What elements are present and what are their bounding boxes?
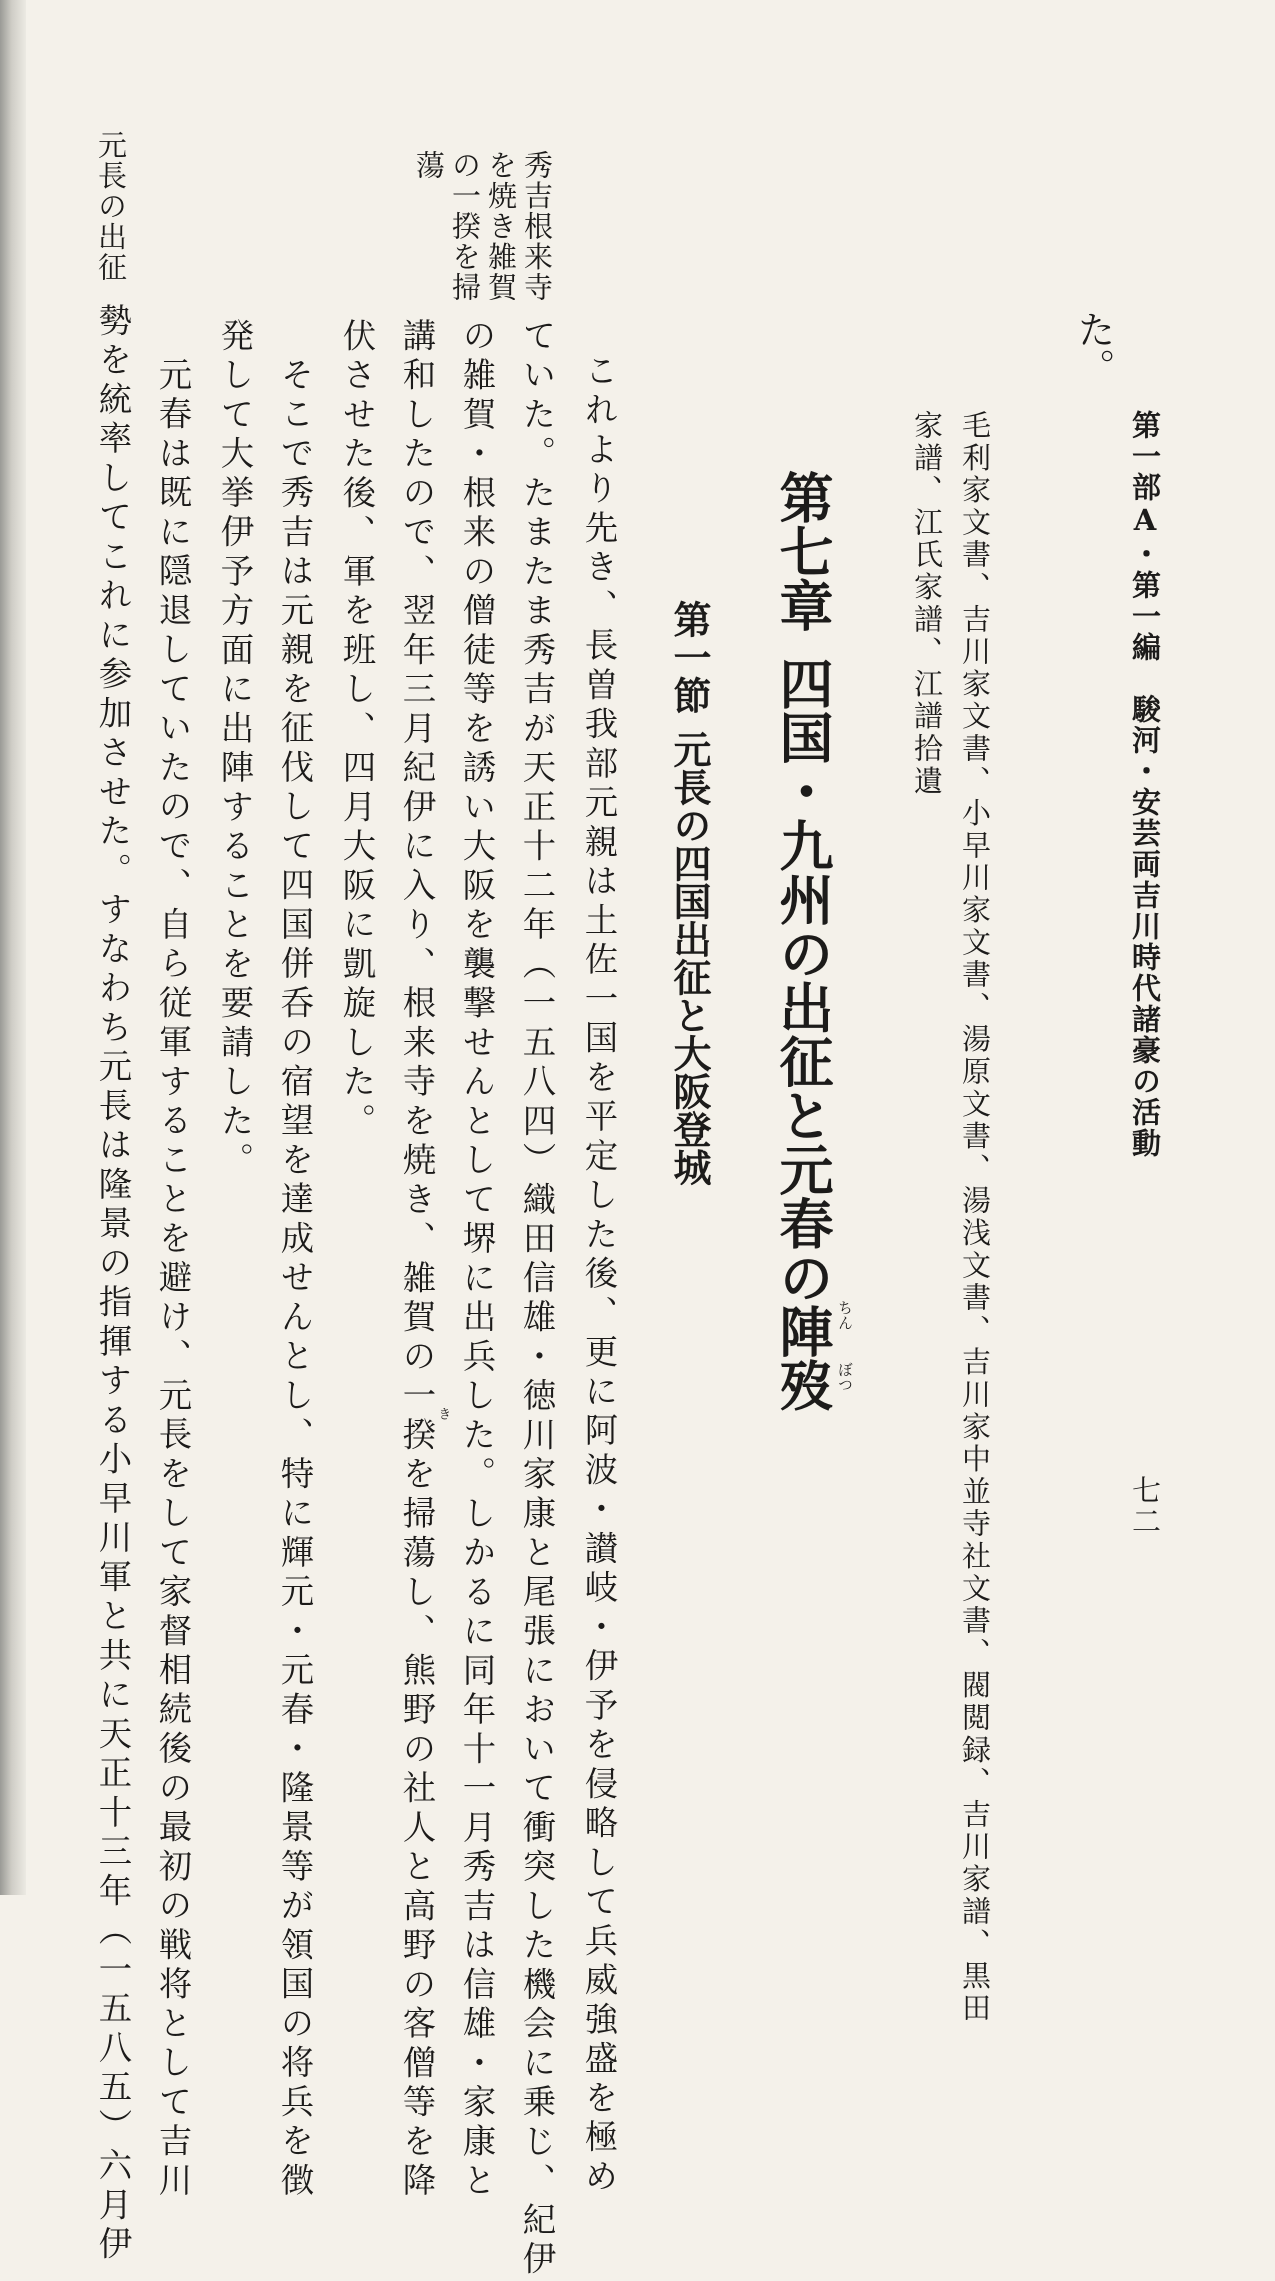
ruby-botsu: ぼつ (836, 1362, 854, 1392)
body-line-4 (397, 318, 451, 2202)
body-line-8: 元春は既に隠退していたので、自ら従軍することを避け、元長をして家督相続後の最初の戦将として吉川 (153, 357, 193, 2202)
body-line-2: ていた。たまたま秀吉が天正十二年（一五八四）織田信雄・徳川家康と尾張において衝突した機会に乗じ、紀伊 (517, 318, 557, 2281)
body-line-5: 伏させた後、軍を班し、四月大阪に凱旋した。 (337, 318, 377, 1143)
carryover-text: た。 (1071, 310, 1115, 386)
body-line-7: 発して大挙伊予方面に出陣することを要請した。 (215, 318, 255, 1182)
page-number: 七二 (1128, 1475, 1162, 1537)
body-line-4-head: 講和したので、翌年三月紀伊に入り、根来寺を焼き、雑賀の一 (397, 318, 437, 1417)
chapter-heading (771, 470, 854, 1412)
body-line-1: これより先き、長曽我部元親は土佐一国を平定した後、更に阿波・讃岐・伊予を侵略して兵威強盛を極め (579, 353, 619, 2198)
body-line-6: そこで秀吉は元親を征伐して四国併呑の宿望を達成せんとし、特に輝元・元春・隆景等が領国の将兵を徴 (275, 357, 315, 2202)
page-gutter-shadow (0, 0, 26, 1895)
chapter-title: 四国・九州の出征と元春の陣 (771, 656, 835, 1358)
source-list-line-1: 毛利家文書、吉川家文書、小早川家文書、湯原文書、湯浅文書、吉川家中並寺社文書、閥閲録、吉川家譜、黒田 (958, 410, 992, 2025)
body-line-3: の雑賀・根来の僧徒等を誘い大阪を襲撃せんとして堺に出兵した。しかるに同年十一月秀吉は信雄・家康と (457, 318, 497, 2202)
source-list-line-2: 家譜、江氏家譜、江譜拾遺 (910, 410, 944, 798)
ruby-jin: ちん (836, 1300, 854, 1330)
body-line-9: 勢を統率してこれに参加させた。すなわち元長は隆景の指揮する小早川軍と共に天正十三年（一五八五）六月伊 (93, 303, 133, 2266)
section-title: 元長の四国出征と大阪登城 (667, 730, 712, 1186)
section-heading (667, 600, 712, 1186)
chapter-title-last-char: 歿 ちん ぼつ (771, 1300, 854, 1412)
body-line-4-tail: を掃蕩し、熊野の社人と高野の客僧等を降 (397, 1456, 437, 2202)
sidenote-hideyoshi-line-2: を焼き雑賀 (484, 150, 518, 303)
running-head: 第一部A・第一編 駿河・安芸両吉川時代諸豪の活動 (1128, 410, 1162, 1159)
sidenote-hideyoshi-line-3: の一揆を掃 (448, 150, 482, 303)
ikki-char: 揆 き (397, 1407, 451, 1457)
sidenote-motonaga: 元長の出征 (94, 130, 128, 283)
sidenote-hideyoshi-line-1: 秀吉根来寺 (520, 150, 554, 303)
section-number: 第一節 (667, 600, 712, 714)
ruby-ki: き (435, 1407, 451, 1420)
chapter-number: 第七章 (771, 470, 835, 632)
sidenote-hideyoshi-line-4: 蕩 (412, 150, 446, 181)
